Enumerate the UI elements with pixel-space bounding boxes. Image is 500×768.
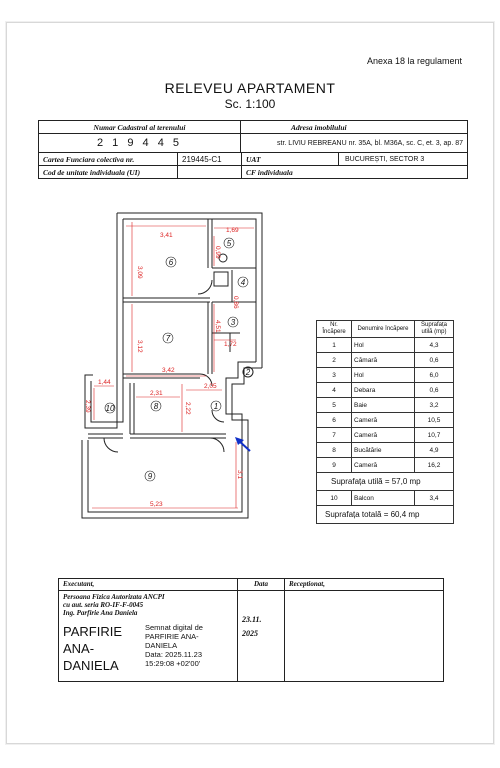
room-number: 5 <box>226 239 232 248</box>
room-name: Cameră <box>352 428 415 443</box>
room-nr: 1 <box>317 338 352 353</box>
room-number: 10 <box>105 404 115 413</box>
dim-label: 3,1 <box>236 470 243 480</box>
col-header: Nr. Încăpere <box>317 321 352 338</box>
col-header: Suprafața utilă (mp) <box>415 321 454 338</box>
annex-label: Anexa 18 la regulament <box>366 56 462 66</box>
room-number: 2 <box>245 368 251 377</box>
dim-label: 2,05 <box>204 383 217 390</box>
executant-block <box>58 578 444 682</box>
room-name: Cameră <box>352 458 415 473</box>
date-value: 23.11. <box>242 615 262 624</box>
room-number: 1 <box>213 402 219 411</box>
room-area: 4,3 <box>415 338 454 353</box>
received-label: Receptionat, <box>285 579 443 591</box>
executant-line: cu aut. seria RO-IF-F-0045 <box>63 601 144 609</box>
cf-individual-label: CF individuala <box>246 167 293 177</box>
room-name: Balcon <box>352 491 415 506</box>
col-header: Denumire încăpere <box>352 321 415 338</box>
dim-label: 3,09 <box>136 266 143 279</box>
table-row <box>317 353 454 368</box>
table-row <box>317 383 454 398</box>
dim-label: 0,99 <box>214 246 221 259</box>
dim-label: 1,44 <box>98 379 111 386</box>
room-name: Hol <box>352 338 415 353</box>
executant-line: Persoana Fizica Autorizata ANCPI <box>63 593 165 601</box>
date-value: 2025 <box>242 629 258 638</box>
table-row <box>317 368 454 383</box>
room-number: 8 <box>153 402 159 411</box>
page-title: RELEVEU APARTAMENT <box>164 80 336 96</box>
room-nr: 3 <box>317 368 352 383</box>
dim-label: 2,31 <box>150 390 163 397</box>
useful-total: Suprafața utilă = 57,0 mp <box>317 473 454 491</box>
table-row <box>317 398 454 413</box>
dim-label: 4,51 <box>214 320 221 333</box>
room-name: Baie <box>352 398 415 413</box>
dim-label: 1,69 <box>226 227 239 234</box>
room-name: Cameră <box>352 413 415 428</box>
room-name: Cămară <box>352 353 415 368</box>
dim-label: 2,22 <box>184 402 191 415</box>
room-nr: 9 <box>317 458 352 473</box>
room-area: 4,9 <box>415 443 454 458</box>
dim-label: 3,41 <box>160 232 173 239</box>
room-number: 9 <box>147 472 153 481</box>
table-row <box>317 443 454 458</box>
scale-label: Sc. 1:100 <box>224 97 276 111</box>
header-table <box>38 120 468 179</box>
cadastral-label: Numar Cadastral al terenului <box>39 121 241 133</box>
address-label: Adresa imobilului <box>291 122 347 132</box>
table-row <box>317 338 454 353</box>
date-label: Data <box>238 579 284 591</box>
room-area: 3,2 <box>415 398 454 413</box>
floor-plan <box>78 208 300 520</box>
dim-label: 3,12 <box>136 340 143 353</box>
room-name: Bucătărie <box>352 443 415 458</box>
room-area: 6,0 <box>415 368 454 383</box>
uat-value: BUCUREȘTI, SECTOR 3 <box>345 155 425 163</box>
room-area: 16,2 <box>415 458 454 473</box>
room-area: 10,7 <box>415 428 454 443</box>
room-area: 0,6 <box>415 383 454 398</box>
table-row <box>317 491 454 506</box>
address-value: str. LIVIU REBREANU nr. 35A, bl. M36A, sc. C, et. 3, ap. 87 <box>277 139 463 147</box>
grand-total: Suprafața totală = 60,4 mp <box>317 506 454 524</box>
room-number: 6 <box>168 258 174 267</box>
table-row <box>317 458 454 473</box>
room-nr: 4 <box>317 383 352 398</box>
dim-label: 5,23 <box>150 501 163 508</box>
room-number: 3 <box>230 318 236 327</box>
room-area: 3,4 <box>415 491 454 506</box>
room-nr: 7 <box>317 428 352 443</box>
cadastral-value: 2 1 9 4 4 5 <box>39 134 241 152</box>
room-area: 10,5 <box>415 413 454 428</box>
useful-total-row <box>317 473 454 491</box>
room-area: 0,6 <box>415 353 454 368</box>
signature-name: PARFIRIE ANA- DANIELA <box>63 624 122 673</box>
dim-label: 3,42 <box>162 367 175 374</box>
table-row <box>317 413 454 428</box>
cf-value: 219445-C1 <box>178 153 242 165</box>
grand-total-row <box>317 506 454 524</box>
room-nr: 10 <box>317 491 352 506</box>
uat-label: UAT <box>242 153 339 165</box>
rooms-table <box>316 320 454 524</box>
executant-line: Ing. Parfirie Ana Daniela <box>63 609 138 617</box>
room-nr: 6 <box>317 413 352 428</box>
room-number: 7 <box>165 334 171 343</box>
room-name: Hol <box>352 368 415 383</box>
ui-label: Cod de unitate individuala (UI) <box>39 166 178 178</box>
room-nr: 2 <box>317 353 352 368</box>
room-number: 4 <box>240 278 246 287</box>
cf-label: Cartea Funciara colectiva nr. <box>39 153 178 165</box>
executant-label: Executant, <box>59 579 237 591</box>
room-name: Debara <box>352 383 415 398</box>
dim-label: 1,72 <box>224 341 237 348</box>
dim-label: 2,39 <box>84 400 91 413</box>
room-nr: 5 <box>317 398 352 413</box>
room-nr: 8 <box>317 443 352 458</box>
table-row <box>317 428 454 443</box>
dim-label: 0,86 <box>232 296 239 309</box>
digital-signature-meta: Semnat digital de PARFIRIE ANA- DANIELA Data: 2025.11.23 15:29:08 +02'00' <box>145 623 203 668</box>
